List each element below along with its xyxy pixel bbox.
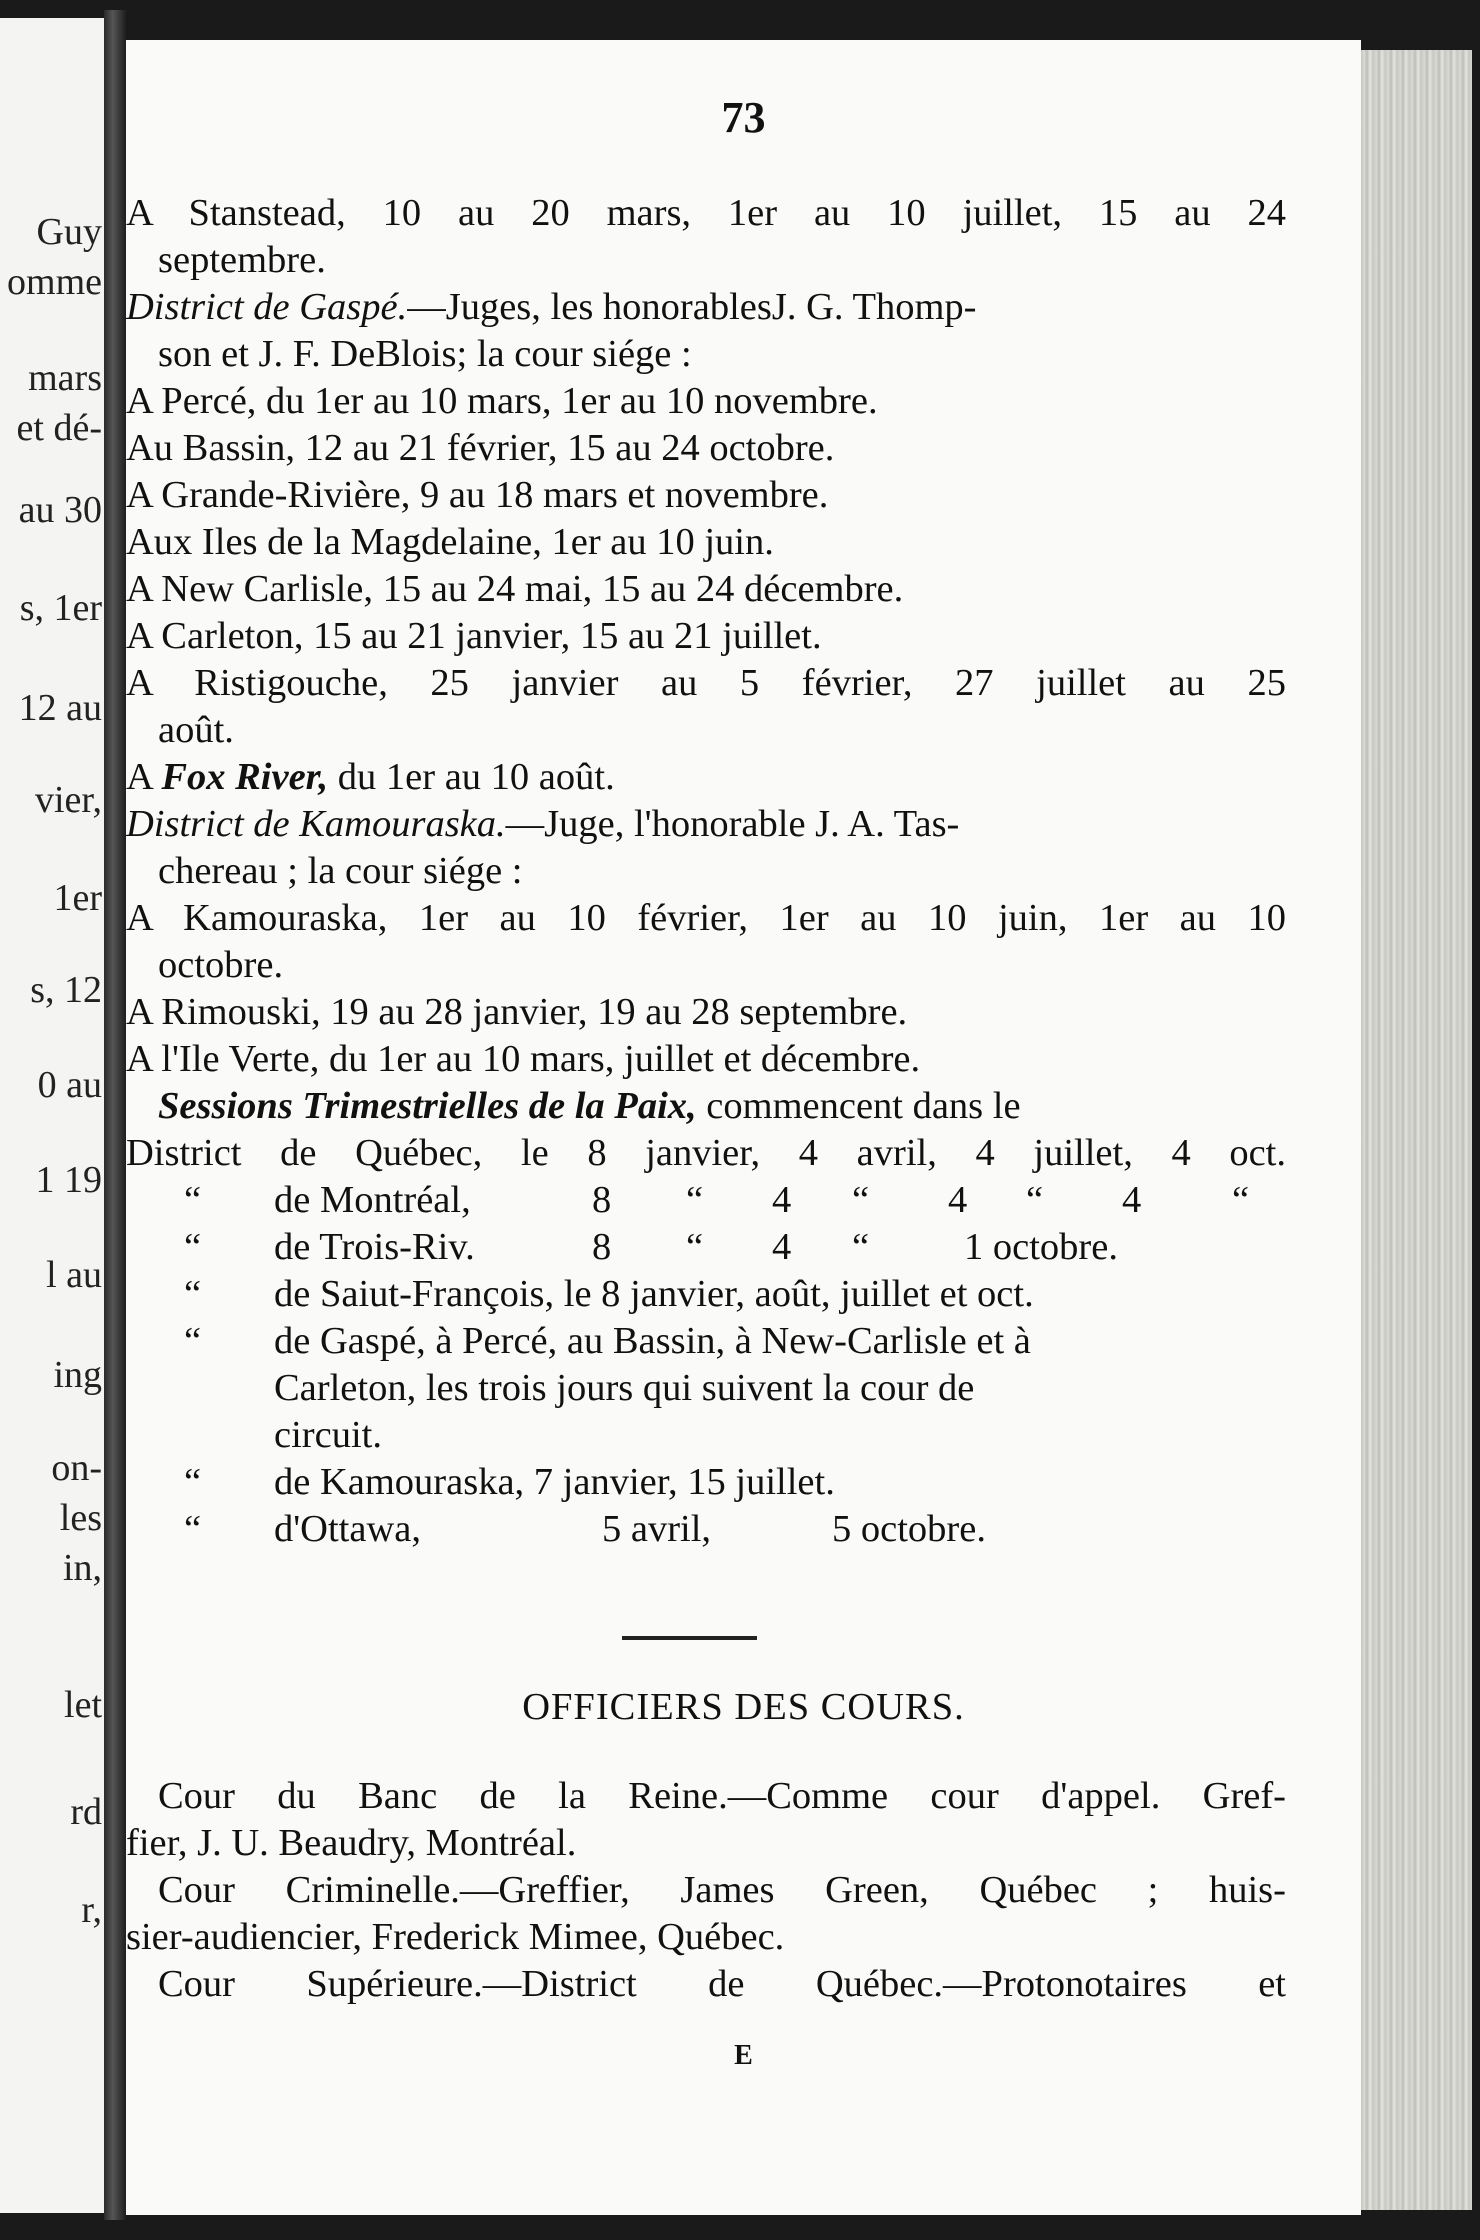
district-name: de Trois-Riv. xyxy=(274,1226,475,1268)
ditto-mark: “ xyxy=(686,1226,704,1268)
district-heading: District de Kamouraska. xyxy=(126,803,506,845)
text-line: sier-audiencier, Frederick Mimee, Québec. xyxy=(126,1916,785,1958)
previous-page-fragment: on- xyxy=(51,1447,102,1489)
ditto-mark: “ xyxy=(1232,1179,1250,1221)
ditto-mark: “ xyxy=(1026,1179,1044,1221)
text-line: A Carleton, 15 au 21 janvier, 15 au 21 juillet. xyxy=(126,615,822,657)
previous-page-fragment: vier, xyxy=(34,779,102,821)
date-value: 5 octobre. xyxy=(832,1508,986,1550)
place-name: Fox River, xyxy=(161,756,329,798)
previous-page-fragment: ing xyxy=(53,1354,102,1396)
ditto-line xyxy=(126,1224,1286,1271)
ditto-mark: “ xyxy=(184,1508,202,1550)
section-title: OFFICIERS DES COURS. xyxy=(522,1686,965,1728)
text-line: Carleton, les trois jours qui suivent la cour de xyxy=(274,1367,975,1409)
ditto-mark: “ xyxy=(686,1179,704,1221)
text-line: Aux Iles de la Magdelaine, 1er au 10 juin. xyxy=(126,521,774,563)
previous-page-edge xyxy=(0,18,104,2213)
text-line: chereau ; la cour siége : xyxy=(158,850,523,892)
ditto-line xyxy=(126,1459,1286,1506)
text-line: A Ristigouche, 25 janvier au 5 février, 27 juillet au 25 xyxy=(126,662,1286,704)
ditto-mark: “ xyxy=(184,1273,202,1315)
previous-page-fragment: s, 12 xyxy=(30,969,102,1011)
previous-page-fragment: 1 19 xyxy=(35,1159,102,1201)
text-line: District de Québec, le 8 janvier, 4 avril, 4 juillet, 4 oct. xyxy=(126,1132,1286,1174)
text-line: A Grande-Rivière, 9 au 18 mars et novembre. xyxy=(126,474,829,516)
ditto-mark: “ xyxy=(184,1320,202,1362)
previous-page-fragment: omme xyxy=(7,261,102,303)
previous-page-fragment: 12 au xyxy=(18,687,102,729)
page-body xyxy=(126,190,1286,1553)
previous-page-fragment: let xyxy=(64,1684,102,1726)
sessions-heading: Sessions Trimestrielles de la Paix, xyxy=(158,1085,697,1127)
text-run: de Gaspé, à Percé, au Bassin, à New-Carlisle et à xyxy=(274,1320,1031,1362)
text-run: de Saiut-François, le 8 janvier, août, juillet et oct. xyxy=(274,1273,1034,1315)
ditto-line xyxy=(126,1271,1286,1318)
district-heading: District de Gaspé. xyxy=(126,286,408,328)
text-line xyxy=(126,754,1286,801)
previous-page-fragment: les xyxy=(59,1497,102,1539)
text-line: septembre. xyxy=(158,239,326,281)
ditto-line xyxy=(126,1177,1286,1224)
text-line: A Kamouraska, 1er au 10 février, 1er au 10 juin, 1er au 10 xyxy=(126,897,1286,939)
text-line: Cour Supérieure.—District de Québec.—Protonotaires et xyxy=(158,1963,1286,2005)
date-value: 1 octobre. xyxy=(964,1226,1118,1268)
date-value: 4 xyxy=(772,1179,792,1221)
page-edges xyxy=(1350,50,1472,2210)
previous-page-fragment: 1er xyxy=(53,877,102,919)
text-line: Cour Criminelle.—Greffier, James Green, Québec ; huis- xyxy=(158,1869,1286,1911)
date-value: 4 xyxy=(772,1226,792,1268)
signature-mark: E xyxy=(734,2040,753,2071)
text-line: A Stanstead, 10 au 20 mars, 1er au 10 juillet, 15 au 24 xyxy=(126,192,1286,234)
date-value: 5 avril, xyxy=(602,1508,712,1550)
date-value: 4 xyxy=(1122,1179,1142,1221)
previous-page-fragment: r, xyxy=(81,1889,102,1931)
previous-page-fragment: in, xyxy=(62,1547,102,1589)
ditto-mark: “ xyxy=(852,1226,870,1268)
ditto-line xyxy=(126,1318,1286,1365)
text-run: du 1er au 10 août. xyxy=(328,756,615,798)
officers-text xyxy=(126,1773,1286,2008)
page-number: 73 xyxy=(721,93,766,142)
text-line: fier, J. U. Beaudry, Montréal. xyxy=(126,1822,577,1864)
previous-page-fragment: l au xyxy=(46,1254,102,1296)
text-line xyxy=(126,284,1286,331)
previous-page-fragment: au 30 xyxy=(18,489,102,531)
text-run: A xyxy=(126,756,162,798)
text-line: août. xyxy=(158,709,234,751)
text-line xyxy=(126,1083,1286,1130)
ditto-mark: “ xyxy=(184,1461,202,1503)
text-line: A New Carlisle, 15 au 24 mai, 15 au 24 décembre. xyxy=(126,568,904,610)
district-name: de Montréal, xyxy=(274,1179,471,1221)
text-line: Cour du Banc de la Reine.—Comme cour d'appel. Gref- xyxy=(158,1775,1286,1817)
text-run: —Juges, les honorablesJ. G. Thomp- xyxy=(407,286,977,328)
previous-page-fragment: et dé- xyxy=(16,407,102,449)
text-run: de Kamouraska, 7 janvier, 15 juillet. xyxy=(274,1461,835,1503)
ditto-line xyxy=(126,1506,1286,1553)
previous-page-fragment: Guy xyxy=(36,211,102,253)
text-line: A Percé, du 1er au 10 mars, 1er au 10 novembre. xyxy=(126,380,878,422)
previous-page-fragment: 0 au xyxy=(37,1064,102,1106)
text-line: octobre. xyxy=(158,944,284,986)
book-page xyxy=(126,40,1361,2215)
text-run: commencent dans le xyxy=(696,1085,1021,1127)
date-value: 8 xyxy=(592,1226,612,1268)
date-value: 4 xyxy=(948,1179,968,1221)
text-line: son et J. F. DeBlois; la cour siége : xyxy=(158,333,692,375)
previous-page-fragment: s, 1er xyxy=(19,587,102,629)
ditto-mark: “ xyxy=(852,1179,870,1221)
text-line xyxy=(126,801,1286,848)
text-run: —Juge, l'honorable J. A. Tas- xyxy=(505,803,960,845)
text-line: circuit. xyxy=(274,1414,382,1456)
ditto-mark: “ xyxy=(184,1179,202,1221)
book-gutter xyxy=(104,10,126,2220)
ditto-mark: “ xyxy=(184,1226,202,1268)
previous-page-fragment: rd xyxy=(70,1791,102,1833)
previous-page-fragment: mars xyxy=(28,357,102,399)
section-divider xyxy=(622,1636,757,1640)
text-line: Au Bassin, 12 au 21 février, 15 au 24 octobre. xyxy=(126,427,835,469)
district-name: d'Ottawa, xyxy=(274,1508,421,1550)
text-line: A l'Ile Verte, du 1er au 10 mars, juillet et décembre. xyxy=(126,1038,921,1080)
text-line: A Rimouski, 19 au 28 janvier, 19 au 28 septembre. xyxy=(126,991,908,1033)
date-value: 8 xyxy=(592,1179,612,1221)
